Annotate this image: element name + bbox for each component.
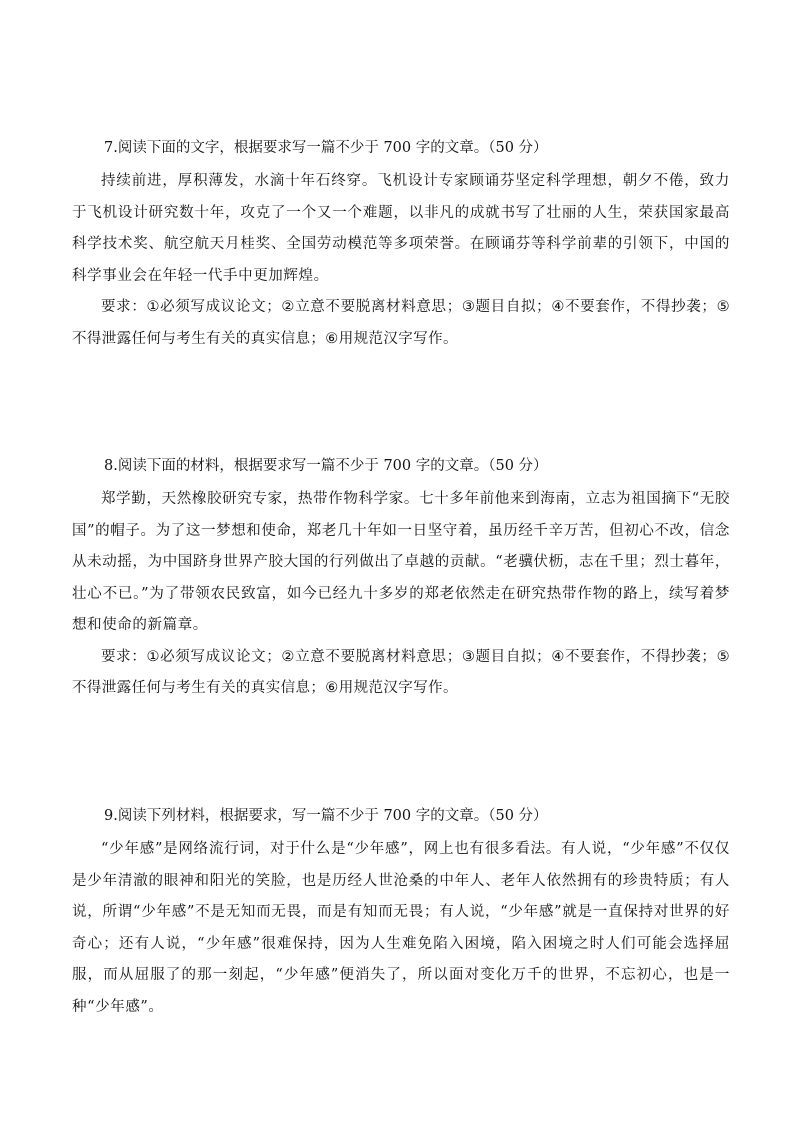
question-requirement: 要求：①必须写成议论文；②立意不要脱离材料意思；③题目自拟；④不要套作，不得抄袭；⑤不得泄露任何与考生有关的真实信息；⑥用规范汉字写作。 [72,299,730,347]
question-title: 9.阅读下列材料，根据要求，写一篇不少于 700 字的文章。（50 分） [104,808,548,824]
question-title: 7.阅读下面的文字，根据要求写一篇不少于 700 字的文章。（50 分） [104,140,548,156]
question-8 [72,456,730,705]
question-material: 郑学勤，天然橡胶研究专家，热带作物科学家。七十多年前他来到海南，立志为祖国摘下“无胶国”的帽子。为了这一梦想和使命，郑老几十年如一日坚守着，虽历经千辛万苦，但初心不改，信念从未动摇，为中国跻身世界产胶大国的行列做出了卓越的贡献。“老骥伏枥，志在千里；烈士暮年，壮心不已。”为了带领农民致富，如今已经九十多岁的郑老依然走在研究热带作物的路上，续写着梦想和使命的新篇章。 [72,491,730,633]
question-9 [72,806,730,1023]
question-requirement: 要求：①必须写成议论文；②立意不要脱离材料意思；③题目自拟；④不要套作，不得抄袭；⑤不得泄露任何与考生有关的真实信息；⑥用规范汉字写作。 [72,648,730,696]
question-title: 8.阅读下面的材料，根据要求写一篇不少于 700 字的文章。（50 分） [104,458,548,474]
question-material: 持续前进，厚积薄发，水滴十年石终穿。飞机设计专家顾诵芬坚定科学理想，朝夕不倦，致力于飞机设计研究数十年，攻克了一个又一个难题，以非凡的成就书写了壮丽的人生，荣获国家最高科学技术奖、航空航天月桂奖、全国劳动模范等多项荣誉。在顾诵芬等科学前辈的引领下，中国的科学事业会在年轻一代手中更加辉煌。 [72,173,730,284]
question-7 [72,138,730,355]
question-material: “少年感”是网络流行词，对于什么是“少年感”，网上也有很多看法。有人说，“少年感”不仅仅是少年清澈的眼神和阳光的笑脸，也是历经人世沧桑的中年人、老年人依然拥有的珍贵特质；有人说，所谓“少年感”不是无知而无畏，而是有知而无畏；有人说，“少年感”就是一直保持对世界的好奇心；还有人说，“少年感”很难保持，因为人生难免陷入困境，陷入困境之时人们可能会选择屈服，而从屈服了的那一刻起，“少年感”便消失了，所以面对变化万千的世界，不忘初心，也是一种“少年感”。 [72,841,730,1015]
